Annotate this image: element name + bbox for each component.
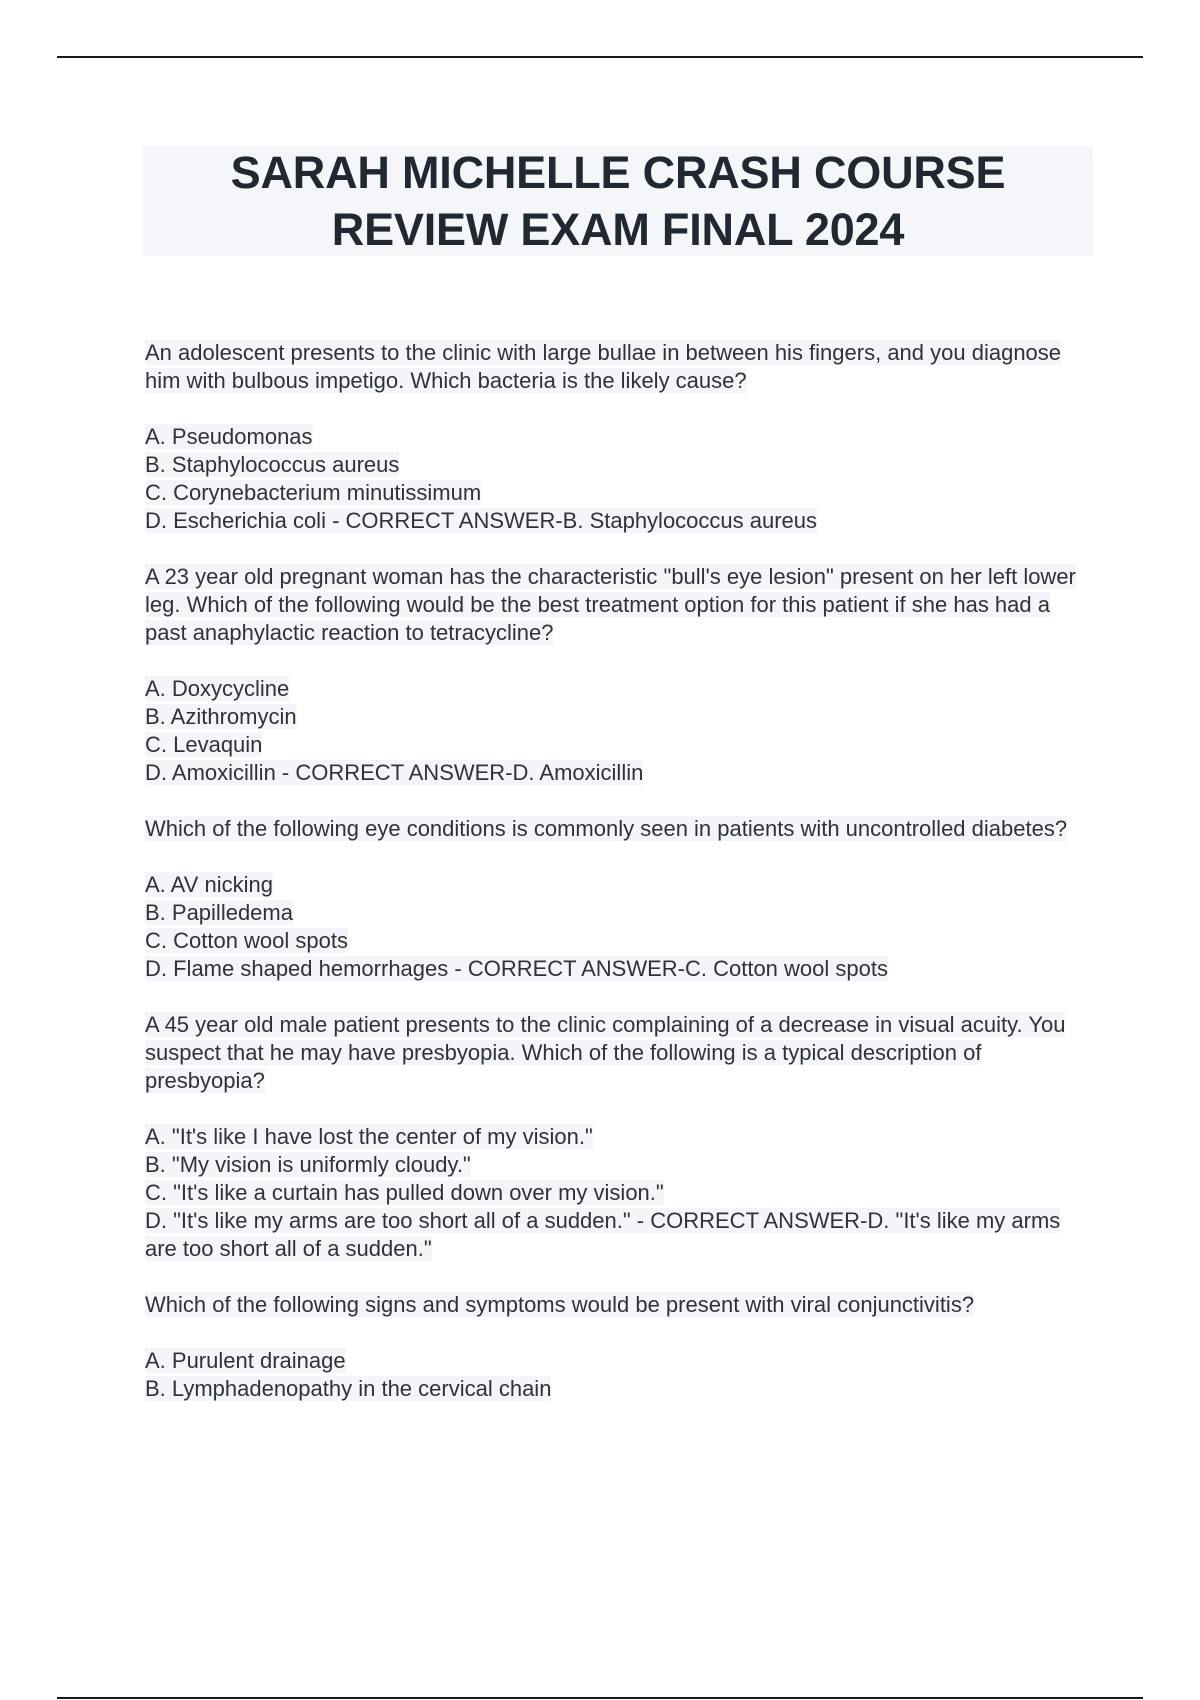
option-c: C. Corynebacterium minutissimum — [145, 480, 482, 505]
question-1 — [145, 339, 1095, 535]
answer-options — [145, 871, 1095, 983]
option-b: B. Papilledema — [145, 900, 293, 925]
question-prompt: Which of the following eye conditions is commonly seen in patients with uncontrolled diabetes? — [145, 816, 1068, 841]
option-b: B. Lymphadenopathy in the cervical chain — [145, 1376, 552, 1401]
option-c: C. "It's like a curtain has pulled down over my vision." — [145, 1180, 664, 1205]
option-a: A. Doxycycline — [145, 676, 290, 701]
option-d-with-answer: D. "It's like my arms are too short all of a sudden." - CORRECT ANSWER-D. "It's like my arms are too short all of a sudden." — [145, 1208, 1061, 1261]
option-a: A. AV nicking — [145, 872, 273, 897]
question-2 — [145, 563, 1095, 787]
option-d-with-answer: D. Amoxicillin - CORRECT ANSWER-D. Amoxicillin — [145, 760, 644, 785]
question-3 — [145, 815, 1095, 983]
question-prompt: A 45 year old male patient presents to the clinic complaining of a decrease in visual acuity. You suspect that he may have presbyopia. Which of the following is a typical description of presbyopia? — [145, 1012, 1066, 1093]
option-d-with-answer: D. Flame shaped hemorrhages - CORRECT ANSWER-C. Cotton wool spots — [145, 956, 888, 981]
document-title — [143, 146, 1093, 256]
option-b: B. Azithromycin — [145, 704, 297, 729]
question-prompt: Which of the following signs and symptoms would be present with viral conjunctivitis? — [145, 1292, 975, 1317]
question-prompt: A 23 year old pregnant woman has the characteristic "bull's eye lesion" present on her left lower leg. Which of the following would be the best treatment option for this patient if she has had a past anaphylactic reaction to tetracycline? — [145, 564, 1076, 645]
question-prompt: An adolescent presents to the clinic with large bullae in between his fingers, and you diagnose him with bulbous impetigo. Which bacteria is the likely cause? — [145, 340, 1062, 393]
answer-options — [145, 675, 1095, 787]
answer-options — [145, 1347, 1095, 1403]
option-b: B. "My vision is uniformly cloudy." — [145, 1152, 471, 1177]
title-line-2: REVIEW EXAM FINAL 2024 — [331, 204, 905, 255]
answer-options — [145, 423, 1095, 535]
title-line-1: SARAH MICHELLE CRASH COURSE — [230, 147, 1006, 198]
bottom-rule — [57, 1697, 1143, 1699]
question-4 — [145, 1011, 1095, 1263]
question-list — [145, 339, 1095, 1431]
question-5 — [145, 1291, 1095, 1403]
option-b: B. Staphylococcus aureus — [145, 452, 400, 477]
option-c: C. Cotton wool spots — [145, 928, 348, 953]
answer-options — [145, 1123, 1095, 1263]
option-a: A. Purulent drainage — [145, 1348, 346, 1373]
option-d-with-answer: D. Escherichia coli - CORRECT ANSWER-B. Staphylococcus aureus — [145, 508, 818, 533]
top-rule — [57, 56, 1143, 58]
option-a: A. "It's like I have lost the center of my vision." — [145, 1124, 593, 1149]
option-c: C. Levaquin — [145, 732, 263, 757]
option-a: A. Pseudomonas — [145, 424, 313, 449]
